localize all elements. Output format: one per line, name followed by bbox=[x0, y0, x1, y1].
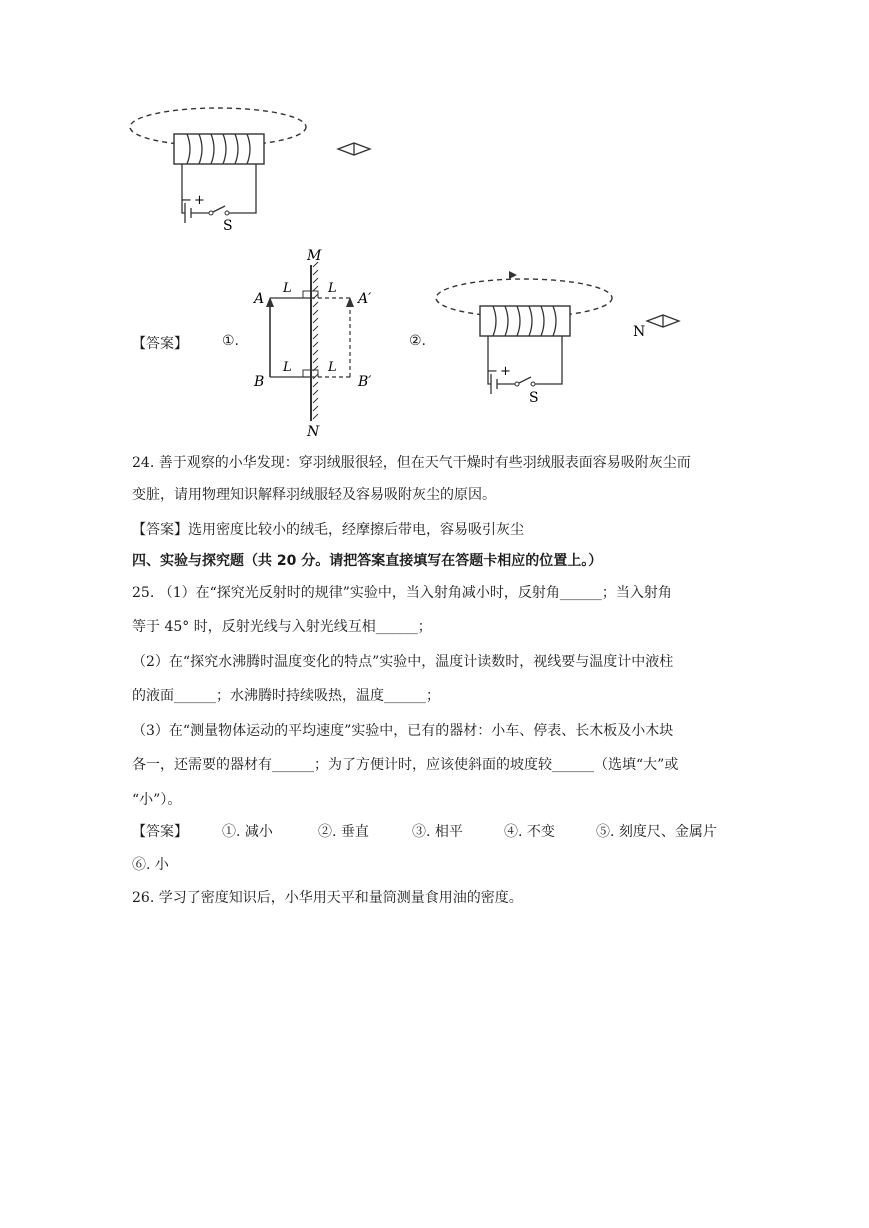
compass-needle bbox=[647, 315, 679, 327]
switch-label: S bbox=[223, 218, 233, 234]
answer-tag: 【答案】 bbox=[132, 824, 188, 840]
mirror-label-top: M bbox=[307, 248, 322, 264]
q26-line-1: 26. 学习了密度知识后，小华用天平和量筒测量食用油的密度。 bbox=[132, 890, 523, 906]
q25-line-3: （2）在“探究水沸腾时温度变化的特点”实验中，温度计读数时，视线要与温度计中液柱 bbox=[132, 654, 674, 670]
distance-label: L bbox=[283, 360, 292, 375]
mirror-label-bottom: N bbox=[307, 424, 320, 440]
answer-tag: 【答案】 bbox=[132, 336, 188, 352]
q24-line-2: 变脏，请用物理知识解释羽绒服轻及容易吸附灰尘的原因。 bbox=[132, 487, 496, 503]
section-4-title: 四、实验与探究题（共 20 分。请把答案直接填写在答题卡相应的位置上。） bbox=[132, 553, 603, 569]
q24-answer bbox=[132, 520, 524, 540]
answer-marker-2: ②. bbox=[409, 333, 427, 349]
q24-answer-text: 选用密度比较小的绒毛，经摩擦后带电，容易吸引灰尘 bbox=[188, 522, 524, 538]
switch-contact bbox=[515, 382, 519, 386]
battery-plus-label: + bbox=[500, 364, 511, 379]
point-b-label: B bbox=[254, 374, 265, 390]
q25-line-5: （3）在“测量物体运动的平均速度”实验中，已有的器材：小车、停表、长木板及小木块 bbox=[132, 723, 674, 739]
compass-needle bbox=[338, 143, 370, 155]
point-b-prime-label: B′ bbox=[358, 374, 372, 390]
mirror-hatching bbox=[313, 262, 318, 419]
needle-pole-label: N bbox=[633, 324, 646, 340]
switch-contact bbox=[209, 211, 213, 215]
q25-answer-6: ⑥. 小 bbox=[132, 857, 169, 873]
battery-plus-label: + bbox=[194, 193, 205, 208]
q25-line-1: 25. （1）在“探究光反射时的规律”实验中，当入射角减小时，反射角______；当入射角 bbox=[132, 585, 672, 601]
q25-answer-4: ④. 不变 bbox=[504, 824, 555, 840]
solenoid-answer-figure bbox=[433, 270, 693, 410]
point-a-prime-label: A′ bbox=[358, 291, 372, 307]
switch-label: S bbox=[529, 390, 539, 406]
distance-label: L bbox=[328, 360, 337, 375]
q24-line-1: 24. 善于观察的小华发现：穿羽绒服很轻，但在天气干燥时有些羽绒服表面容易吸附灰尘而 bbox=[132, 455, 691, 471]
q25-answer-2: ②. 垂直 bbox=[318, 824, 369, 840]
solenoid-circuit-figure bbox=[125, 100, 385, 235]
q25-answer-5: ⑤. 刻度尺、金属片 bbox=[596, 824, 717, 840]
q25-line-2: 等于 45° 时，反射光线与入射光线互相______； bbox=[132, 619, 432, 635]
q25-line-6: 各一，还需要的器材有______；为了方便计时，应该使斜面的坡度较______（选填“大”或 bbox=[132, 757, 679, 773]
point-a-label: A bbox=[254, 291, 265, 307]
q25-answer-3: ③. 相平 bbox=[412, 824, 463, 840]
q25-answer-1: ①. 减小 bbox=[222, 824, 273, 840]
answer-tag: 【答案】 bbox=[132, 522, 188, 538]
q25-line-4: 的液面______；水沸腾时持续吸热，温度______； bbox=[132, 688, 440, 704]
battery-minus-label: − bbox=[487, 364, 498, 379]
distance-label: L bbox=[283, 281, 292, 296]
q25-line-7: “小”）。 bbox=[132, 792, 182, 808]
field-direction-arrow bbox=[509, 271, 517, 279]
mirror-image-figure bbox=[250, 245, 385, 440]
answer-marker-1: ①. bbox=[222, 333, 240, 349]
battery-minus-label: − bbox=[181, 193, 192, 208]
distance-label: L bbox=[328, 281, 337, 296]
switch-contact bbox=[531, 382, 535, 386]
switch-contact bbox=[225, 211, 229, 215]
